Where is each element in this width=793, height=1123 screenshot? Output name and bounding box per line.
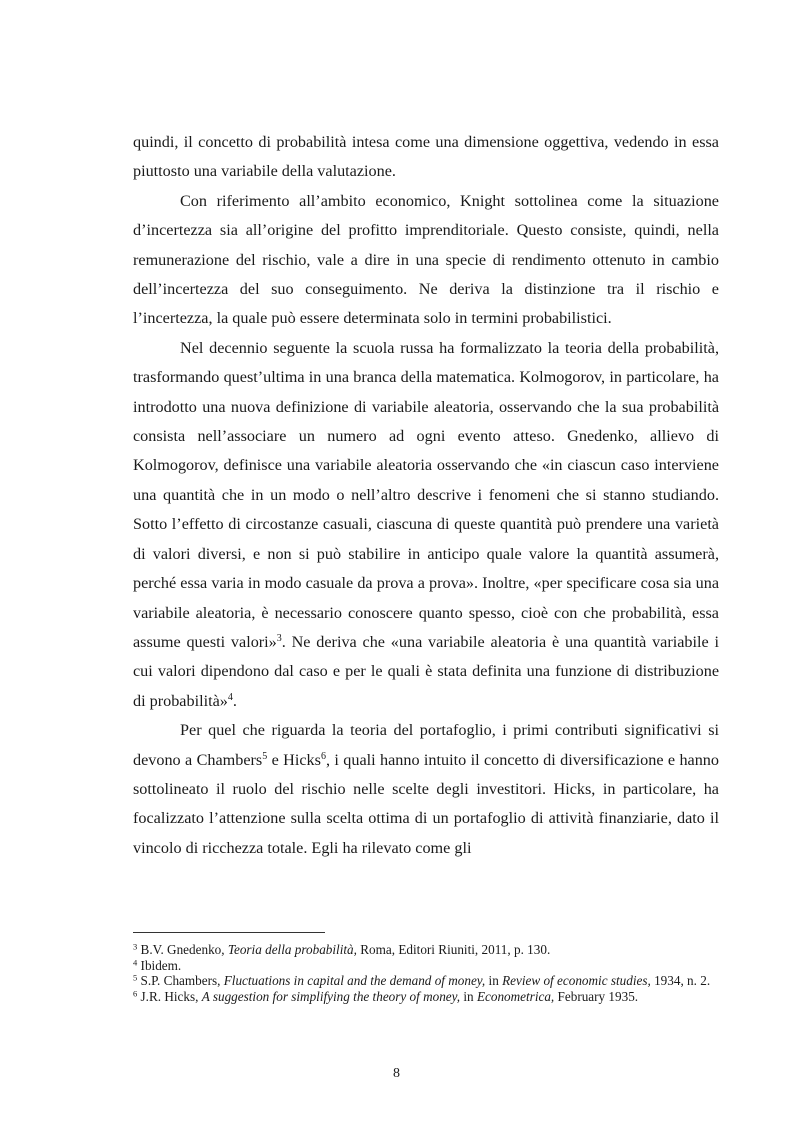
footnote-number: 4	[133, 956, 138, 967]
paragraph-1: quindi, il concetto di probabilità intesa come una dimensione oggettiva, vedendo in essa piuttosto una variabile della valutazione.	[133, 133, 719, 181]
footnote-ref-6: 6	[320, 750, 326, 762]
paragraph-4-text-a: Per quel che riguarda la teoria del portafoglio, i primi contributi significativi si devono a Chambers	[133, 721, 719, 769]
footnote-details: February 1935.	[554, 988, 639, 1004]
paragraph-3	[133, 334, 719, 716]
footnote-title: Fluctuations in capital and the demand of money,	[223, 973, 486, 989]
footnote-details: Roma, Editori Riuniti, 2011, p. 130.	[356, 942, 551, 957]
footnote-title: A suggestion for simplifying the theory of money,	[201, 988, 461, 1004]
footnote-number: 5	[133, 972, 138, 983]
footnote-title: Teoria della probabilità,	[227, 942, 357, 957]
footnote-author: J.R. Hicks,	[140, 988, 202, 1004]
paragraph-3-text-c: .	[232, 691, 237, 710]
footnote-journal: Review of economic studies,	[502, 973, 651, 989]
footnote-ref-5: 5	[262, 750, 268, 762]
footnote-divider	[133, 932, 325, 933]
paragraph-3-text-a: Nel decennio seguente la scuola russa ha formalizzato la teoria della probabilità, trasformando quest’ultima in una branca della matematica. Kolmogorov, in particolare, ha introdotto una nuova definizione di variabile aleatoria, osservando che la sua probabilità consista nell’associare un numero ad ogni evento atteso. Gnedenko, allievo di Kolmogorov, definisce una variabile aleatoria osservando che «in ciascun caso interviene una quantità che in un modo o nell’altro descrive i fenomeni che si stanno studiando. Sotto l’effetto di circostanze casuali, ciascuna di queste quantità può prendere una varietà di valori diversi, e non si può stabilire in anticipo quale valore la quantità assumerà, perché essa varia in modo casuale da prova a prova». Inoltre, «per specificare cosa sia una variabile aleatoria, è necessario conoscere quanto spesso, cioè con che probabilità, essa assume questi valori»	[133, 338, 719, 651]
footnote-number: 6	[133, 988, 138, 999]
paragraph-3-text-b: . Ne deriva che «una variabile aleatoria è una quantità variabile i cui valori dipendono dal caso e per le quali è stata definita una funzione di distribuzione di probabilità»	[133, 632, 719, 710]
footnote-number: 3	[133, 941, 138, 952]
footnote-connector: in	[485, 973, 503, 989]
footnote-3	[133, 942, 719, 958]
footnote-author: S.P. Chambers,	[140, 973, 224, 989]
footnote-ref-4: 4	[227, 691, 233, 703]
footnote-connector: in	[460, 988, 477, 1004]
footnote-ref-3: 3	[276, 632, 282, 644]
paragraph-4-text-b: e Hicks	[267, 750, 321, 769]
footnote-4	[133, 958, 719, 974]
page-number: 8	[393, 1066, 400, 1081]
footnote-journal: Econometrica,	[476, 988, 555, 1004]
footnote-author: B.V. Gnedenko,	[140, 942, 228, 957]
paragraph-2: Con riferimento all’ambito economico, Knight sottolinea come la situazione d’incertezza sia all’origine del profitto imprenditoriale. Questo consiste, quindi, nella remunerazione del rischio, vale a dire in una specie di rendimento ottenuto in cambio dell’incertezza del suo conseguimento. Ne deriva la distinzione tra il rischio e l’incertezza, la quale può essere determinata solo in termini probabilistici.	[133, 191, 719, 328]
footnote-6	[133, 989, 719, 1005]
footnote-text: Ibidem.	[140, 957, 182, 973]
page-body	[133, 128, 719, 863]
paragraph-4-text-c: , i quali hanno intuito il concetto di diversificazione e hanno sottolineato il ruolo del rischio nelle scelte degli investitori. Hicks, in particolare, ha focalizzato l’attenzione sulla scelta ottima di un portafoglio di attività finanziarie, dato il vincolo di ricchezza totale. Egli ha rilevato come gli	[133, 750, 719, 857]
paragraph-4	[133, 716, 719, 863]
footnote-5	[133, 973, 719, 989]
footnote-details: 1934, n. 2.	[650, 973, 711, 989]
body-text	[133, 128, 719, 863]
footnotes	[133, 942, 719, 1004]
